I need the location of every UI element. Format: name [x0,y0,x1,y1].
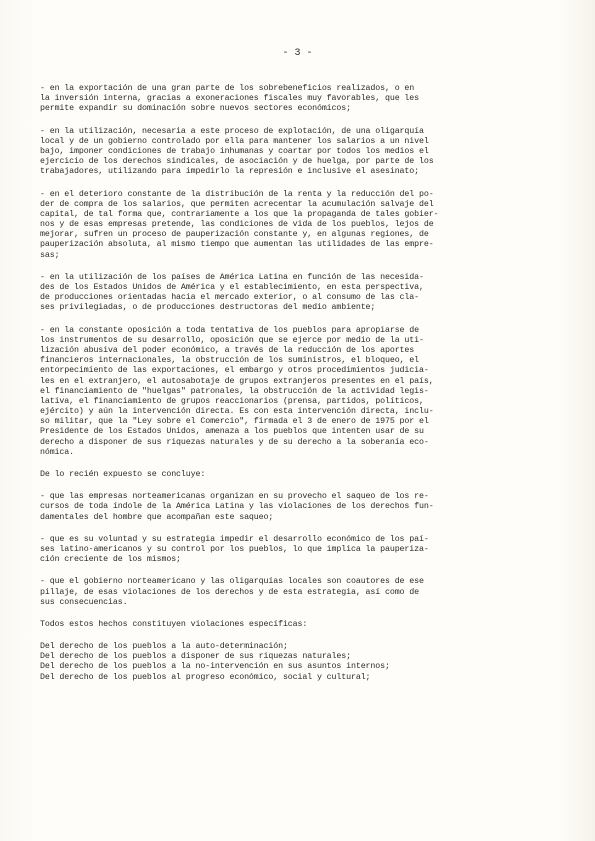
text-line: - que el gobierno norteamericano y las oligarquías locales son coautores de ese [40,577,424,587]
paragraph-gap [40,523,560,535]
document-body [40,84,560,683]
paragraph [40,470,560,480]
paragraph-gap [40,630,560,642]
text-line: - en la constante oposición a toda tentativa de los pueblos para apropiarse de [40,325,419,335]
text-line: des de los Estados Unidos de América y el establecimiento, en esta perspectiva, [40,283,424,292]
text-line: ejercicio de los derechos sindicales, de asociación y de huelga, por parte de los [40,157,434,167]
text-line: - en la utilización, necesaria a este proceso de explotación, de una oligarquía [40,126,424,136]
text-line: les en el extranjero, el autosabotaje de grupos extranjeros presentes en el país, [40,376,434,386]
text-line: nómica. [40,447,75,457]
paragraph-gap [40,608,560,620]
paragraph-gap [40,458,560,470]
text-line: - en el deterioro constante de la distribución de la renta y la reducción del po- [40,189,434,199]
text-line: ejército) y aún la intervención directa. Es con esta intervención directa, inclu- [40,407,434,417]
text-line: entorpecimiento de las exportaciones, el embargo y otros procedimientos judicia- [40,366,429,376]
text-line: financieros internacionales, la obstrucción de los suministros, el bloqueo, el [40,356,419,366]
text-line: - que las empresas norteamericanas organizan en su provecho el saqueo de los re- [40,492,429,502]
text-line: sus consecuencias. [40,597,128,607]
text-line: mejorar, sufren un proceso de pauperización constante y, en algunas regiones, de [40,230,429,240]
text-line: - que es su voluntad y su estrategia impedir el desarrollo económico de los paí- [40,534,429,544]
paragraph [40,492,560,523]
text-line: pillaje, de esas violaciones de los derechos y de esta estrategia, así como de [40,587,419,597]
text-line: de producciones orientadas hacia el mercado exterior, o al consumo de las cla- [40,293,419,303]
text-line: Del derecho de los pueblos a disponer de sus riquezas naturales; [40,652,351,662]
text-line: Presidente de los Estados Unidos, amenaza a los pueblos que intenten usar de su [40,427,424,437]
text-line: Del derecho de los pueblos a la no-intervención en sus asuntos internos; [40,662,390,672]
paragraph [40,127,560,178]
text-line: lativa, el financiamiento de grupos reaccionarios (prensa, partidos, políticos, [40,396,424,406]
paragraph [40,190,560,261]
text-line: sas; [40,250,60,260]
text-line: De lo recién expuesto se concluye: [40,470,206,479]
paragraph-gap [40,178,560,190]
text-line: local y de un gobierno controlado por ella para mantener los salarios a un nivel [40,136,429,146]
text-line: - en la exportación de una gran parte de los sobrebeneficios realizados, o en [40,84,415,93]
text-line: la inversión interna, gracias a exoneraciones fiscales muy favorables, que les [40,94,419,104]
text-line: Del derecho de los pueblos al progreso económico, social y cultural; [40,672,371,682]
text-line: trabajadores, utilizando para impedirlo la represión e inclusive el asesinato; [40,167,419,177]
paragraph-gap [40,314,560,326]
text-line: pauperización absoluta, al mismo tiempo que aumentan las utilidades de las empre- [40,240,434,250]
text-line: der de compra de los salarios, que permiten acrecentar la acumulación salvaje del [40,199,434,209]
paragraph [40,326,560,458]
text-line: Del derecho de los pueblos a la auto-determinación; [40,642,288,652]
text-line: damentales del hombre que acompañan este saqueo; [40,512,274,522]
text-line: permite expandir su dominación sobre nuevos sectores económicos; [40,104,351,114]
text-line: so militar, que la "Ley sobre el Comercio", firmada el 3 de enero de 1975 por el [40,417,429,427]
paragraph-gap [40,261,560,273]
text-line: capital, de tal forma que, contrariamente a los que la propaganda de tales gobier- [40,209,439,219]
text-line: nos y de esas empresas pretende, las condiciones de vida de los pueblos, lejos de [40,220,434,230]
text-line: los instrumentos de su desarrollo, oposición que se ejerce por medio de la uti- [40,335,424,345]
text-line: el financiamiento de "huelgas" patronales, la obstrucción de la actividad legis- [40,386,429,396]
text-line: - en la utilización de los países de América Latina en función de las necesida- [40,272,424,282]
paragraph [40,577,560,608]
text-line: ses latino-americanos y su control por los pueblos, lo que implica la pauperiza- [40,544,429,554]
text-line: Todos estos hechos constituyen violaciones específicas: [40,619,308,629]
text-line: lización abusiva del poder económico, a través de la reducción de los aportes [40,345,415,355]
text-line: ses privilegiadas, o de producciones destructoras del medio ambiente; [40,303,376,313]
paragraph [40,620,560,630]
paragraph [40,535,560,566]
paragraph-gap [40,480,560,492]
paragraph [40,84,560,115]
text-line: derecho a disponer de sus riquezas naturales y de su derecho a la soberanía eco- [40,437,429,447]
paragraph [40,642,560,683]
paragraph-gap [40,115,560,127]
text-line: ción creciente de los mismos; [40,555,181,565]
text-line: cursos de toda índole de la América Latina y las violaciones de los derechos fun- [40,502,434,512]
paragraph [40,273,560,314]
text-line: bajo, imponer condiciones de trabajo inhumanas y coartar por todos los medios el [40,146,429,156]
page-number: - 3 - [282,48,313,59]
paragraph-gap [40,565,560,577]
